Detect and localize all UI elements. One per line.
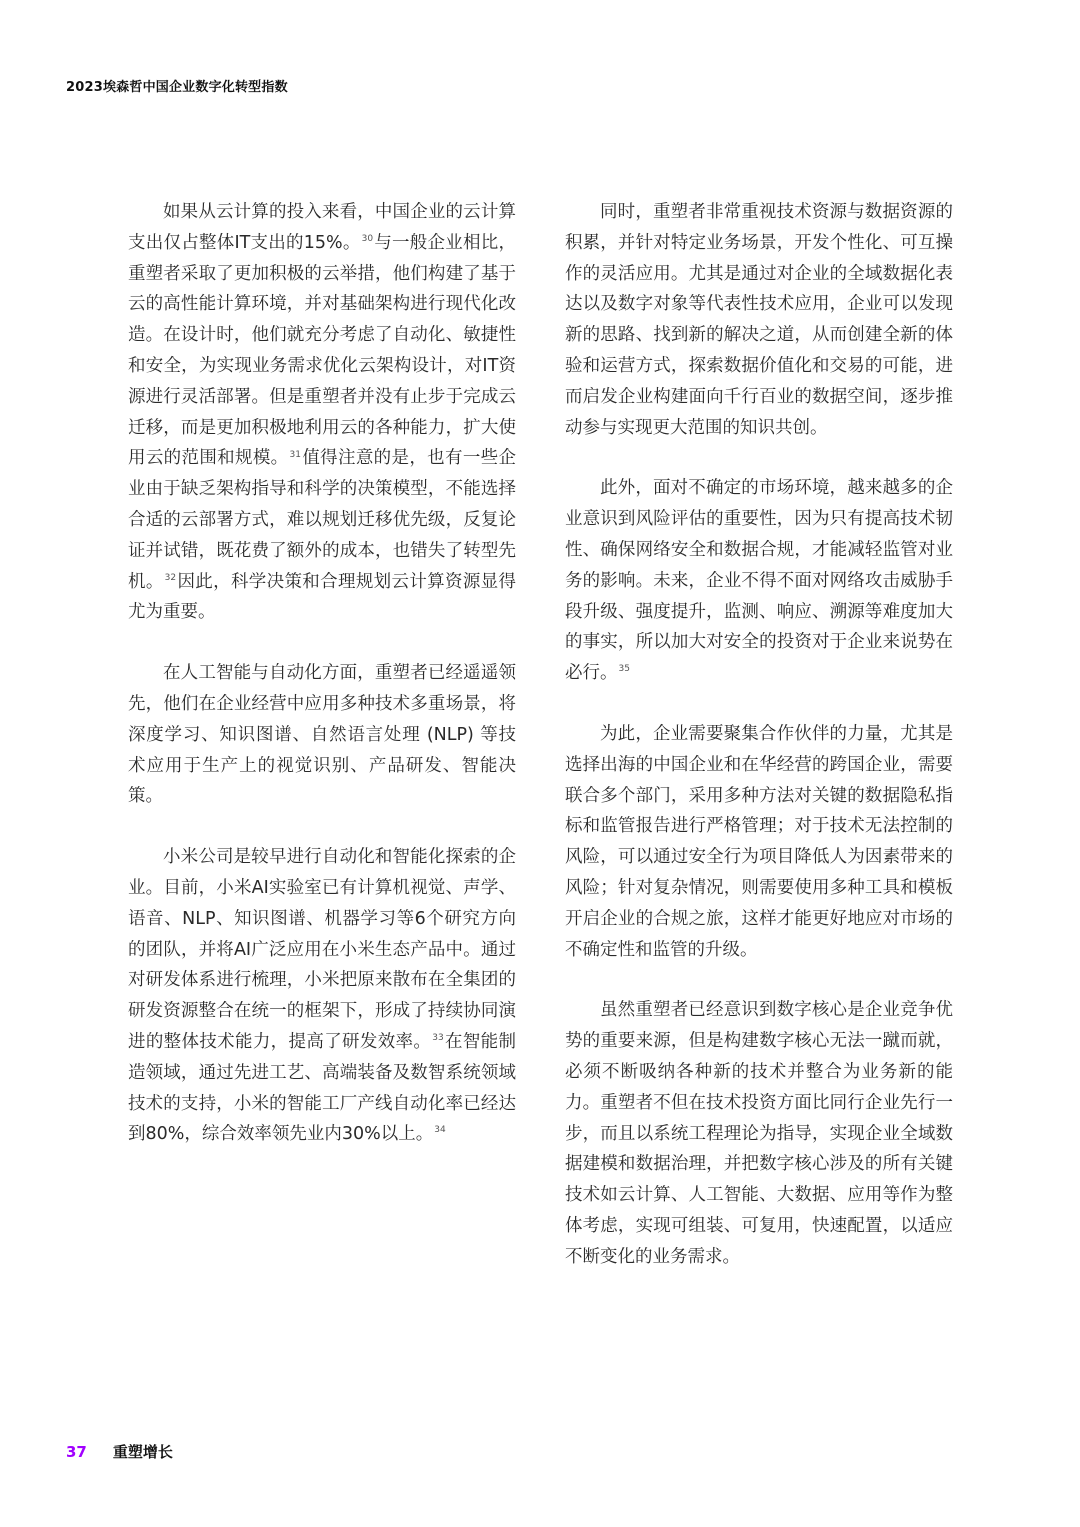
left-column	[128, 197, 516, 1180]
paragraph-partners	[565, 719, 953, 965]
paragraph-text: 因此，科学决策和合理规划云计算资源显得尤为重要。	[128, 571, 516, 623]
footnote-ref-32[interactable]: 32	[164, 572, 177, 583]
right-column	[565, 197, 953, 1303]
footnote-ref-33[interactable]: 33	[432, 1033, 444, 1044]
paragraph-data-resources	[565, 197, 953, 443]
paragraph-text: 小米公司是较早进行自动化和智能化探索的企业。目前，小米AI实验室已有计算机视觉、声学、语音、NLP、知识图谱、机器学习等6个研究方向的团队，并将AI广泛应用在小米生态产品中。通过对研发体系进行梳理，小米把原来散布在全集团的研发资源整合在统一的框架下，形成了持续协同演进的整体技术能力，提高了研发效率。	[128, 847, 516, 1052]
paragraph-text: 值得注意的是，也有一些企业由于缺乏架构指导和科学的决策模型，不能选择合适的云部署方式，难以规划迁移优先级，反复论证并试错，既花费了额外的成本，也错失了转型先机。	[128, 448, 517, 592]
paragraph-text: 为此，企业需要聚集合作伙伴的力量，尤其是选择出海的中国企业和在华经营的跨国企业，需要联合多个部门，采用多种方法对关键的数据隐私指标和监管报告进行严格管理；对于技术无法控制的风险，可以通过安全行为项目降低人为因素带来的风险；针对复杂情况，则需要使用多种工具和模板开启企业的合规之旅，这样才能更好地应对市场的不确定性和监管的升级。	[565, 723, 953, 960]
paragraph-digital-core	[565, 995, 953, 1272]
paragraph-text: 在人工智能与自动化方面，重塑者已经遥遥领先，他们在企业经营中应用多种技术多重场景，将深度学习、知识图谱、自然语言处理 (NLP) 等技术应用于生产上的视觉识别、产品研发、智能决策。	[128, 663, 516, 807]
page-footer	[66, 1441, 173, 1462]
paragraph-xiaomi	[128, 842, 516, 1150]
paragraph-text: 在智能制造领域，通过先进工艺、高端装备及数智系统领域技术的支持，小米的智能工厂产线自动化率已经达到80%，综合效率领先业内30%以上。	[128, 1031, 517, 1145]
paragraph-cloud-investment	[128, 197, 516, 628]
section-title: 重塑增长	[112, 1443, 173, 1461]
footnote-ref-34[interactable]: 34	[434, 1125, 446, 1136]
paragraph-ai-automation	[128, 658, 516, 812]
report-title: 2023埃森哲中国企业数字化转型指数	[66, 80, 288, 95]
paragraph-text: 同时，重塑者非常重视技术资源与数据资源的积累，并针对特定业务场景，开发个性化、可互操作的灵活应用。尤其是通过对企业的全域数据化表达以及数字对象等代表性技术应用，企业可以发现新的思路、找到新的解决之道，从而创建全新的体验和运营方式，探索数据价值化和交易的可能，进而启发企业构建面向千行百业的数据空间，逐步推动参与实现更大范围的知识共创。	[565, 202, 953, 438]
footnote-ref-35[interactable]: 35	[618, 664, 630, 675]
paragraph-text: 与一般企业相比，重塑者采取了更加积极的云举措，他们构建了基于云的高性能计算环境，并对基础架构进行现代化改造。在设计时，他们就充分考虑了自动化、敏捷性和安全，为实现业务需求优化云架构设计，对IT资源进行灵活部署。但是重塑者并没有止步于完成云迁移，而是更加积极地利用云的各种能力，扩大使用云的范围和规模。	[128, 232, 516, 469]
paragraph-text: 此外，面对不确定的市场环境，越来越多的企业意识到风险评估的重要性，因为只有提高技术韧性、确保网络安全和数据合规，才能减轻监管对业务的影响。未来，企业不得不面对网络攻击威胁手段升级、强度提升，监测、响应、溯源等难度加大的事实，所以加大对安全的投资对于企业来说势在必行。	[565, 478, 953, 684]
paragraph-text: 虽然重塑者已经意识到数字核心是企业竞争优势的重要来源，但是构建数字核心无法一蹴而就，必须不断吸纳各种新的技术并整合为业务新的能力。重塑者不但在技术投资方面比同行企业先行一步，而且以系统工程理论为指导，实现企业全域数据建模和数据治理，并把数字核心涉及的所有关键技术如云计算、人工智能、大数据、应用等作为整体考虑，实现可组装、可复用，快速配置，以适应不断变化的业务需求。	[565, 1000, 953, 1267]
footnote-ref-30[interactable]: 30	[361, 233, 374, 244]
page-number: 37	[66, 1442, 87, 1461]
footnote-ref-31[interactable]: 31	[289, 449, 301, 460]
paragraph-text: 如果从云计算的投入来看，中国企业的云计算支出仅占整体IT支出的15%。	[128, 202, 516, 253]
paragraph-risk-assessment	[565, 473, 953, 689]
